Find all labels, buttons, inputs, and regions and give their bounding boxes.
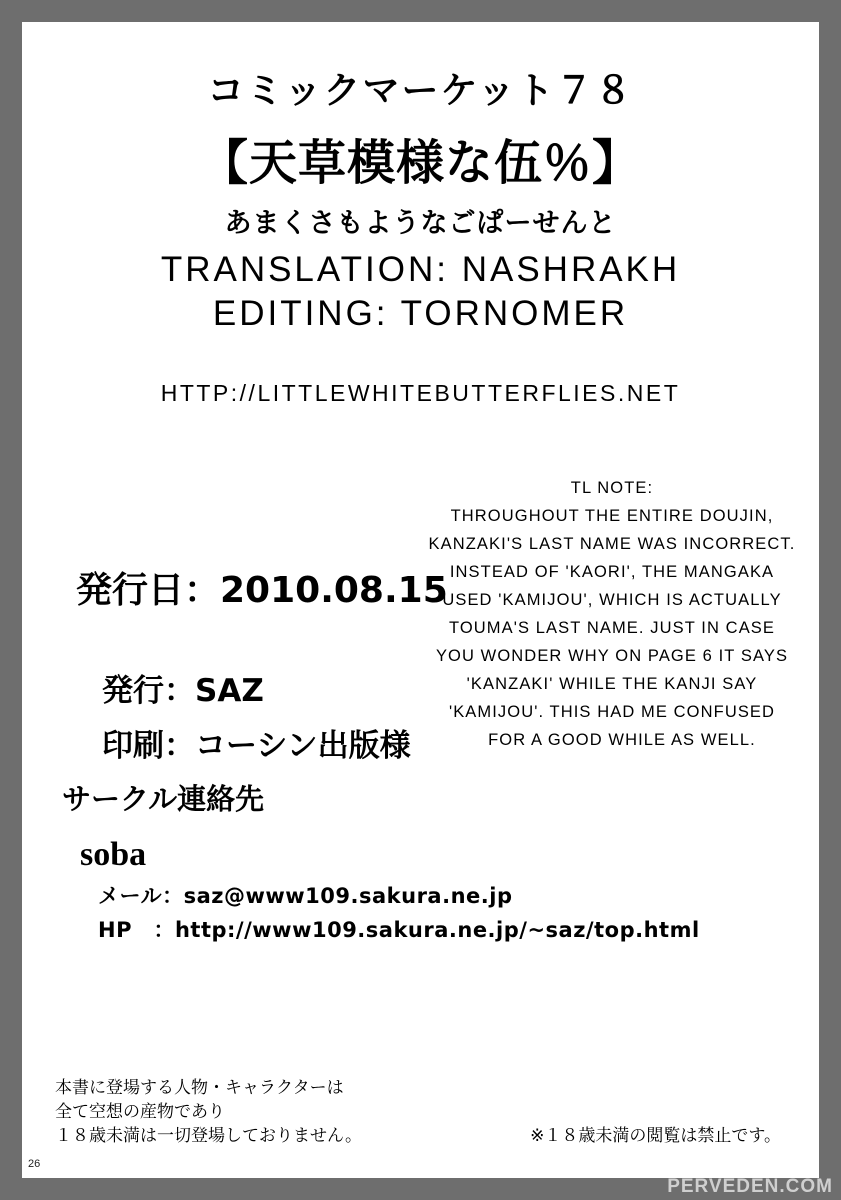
doujin-title-kana: あまくさもようなごぱーせんと [224, 208, 617, 239]
circle-name: soba [80, 836, 147, 873]
tl-note-line: THROUGHOUT THE ENTIRE DOUJIN, [450, 507, 774, 525]
disclaimer-line: １８歳未満は一切登場しておりません。 [55, 1126, 363, 1146]
tl-note-line: 'KANZAKI' WHILE THE KANJI SAY [466, 675, 758, 693]
site-watermark: PERVEDEN.COM [667, 1176, 833, 1197]
tl-note-line: USED 'KAMIJOU', WHICH IS ACTUALLY [442, 591, 782, 609]
doujin-title: 【天草模様な伍％】 [199, 135, 641, 191]
circle-contact-label: サークル連絡先 [62, 782, 265, 816]
publication-date: 発行日：2010.08.15 [76, 570, 448, 611]
disclaimer-line: 本書に登場する人物・キャラクターは [55, 1078, 344, 1098]
group-website-url: HTTP://LITTLEWHITEBUTTERFLIES.NET [160, 380, 681, 406]
disclaimer-line: 全て空想の産物であり [55, 1102, 225, 1122]
credits-block [22, 22, 819, 407]
age-restriction-notice: ※１８歳未満の閲覧は禁止です。 [530, 1126, 781, 1146]
translation-credit: TRANSLATION: NASHRAKH [160, 250, 681, 289]
fiction-disclaimer [55, 1076, 362, 1148]
tl-note-line: 'KAMIJOU'. THIS HAD ME CONFUSED [448, 703, 776, 721]
tl-note-line: INSTEAD OF 'KAORI', THE MANGAKA [449, 563, 775, 581]
tl-note-line: TL NOTE: [570, 479, 654, 497]
contact-homepage: HP ：http://www109.sakura.ne.jp/~saz/top.html [98, 918, 700, 942]
tl-note-line: TOUMA'S LAST NAME. JUST IN CASE [448, 619, 776, 637]
comiket-title: コミックマーケット７８ [207, 69, 634, 112]
tl-note-line: KANZAKI'S LAST NAME WAS INCORRECT. [428, 535, 796, 553]
publisher: 発行：SAZ [102, 673, 264, 709]
printer: 印刷：コーシン出版様 [102, 728, 411, 764]
contact-email: メール：saz@www109.sakura.ne.jp [98, 884, 513, 908]
editing-credit: EDITING: TORNOMER [212, 294, 629, 333]
comic-colophon-page [22, 22, 819, 1178]
tl-note-line: FOR A GOOD WHILE AS WELL. [488, 731, 756, 749]
page-number: 26 [28, 1158, 41, 1170]
translator-note [422, 474, 802, 754]
tl-note-line: YOU WONDER WHY ON PAGE 6 IT SAYS [435, 647, 789, 665]
